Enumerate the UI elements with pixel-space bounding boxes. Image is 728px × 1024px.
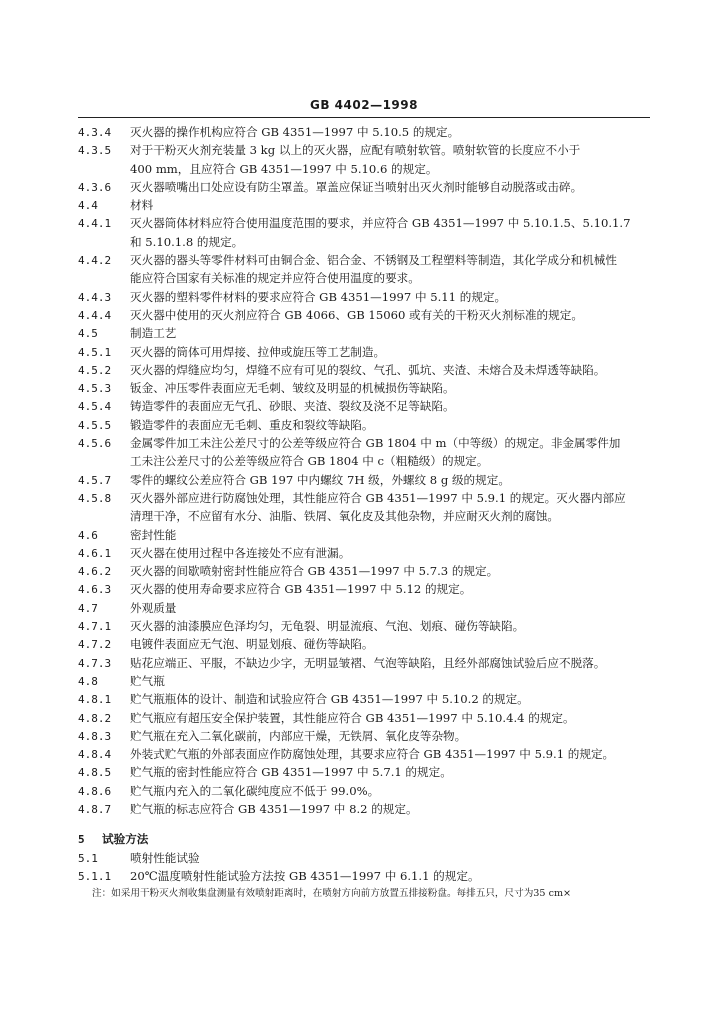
subsection-heading	[78, 849, 654, 867]
clause-line	[78, 709, 654, 727]
clause-number: 4.4.1	[78, 217, 112, 231]
clause-text: 外装式贮气瓶的外部表面应作防腐蚀处理，其要求应符合 GB 4351—1997 中 5.9.1 的规定。	[130, 747, 615, 762]
clause-line	[78, 361, 654, 379]
clause-text: 贮气瓶内充入的二氧化碳纯度应不低于 99.0%。	[130, 783, 380, 798]
clause-line	[78, 489, 654, 507]
clause-text: 喷射性能试验	[130, 850, 200, 865]
clause-number: 4.5.3	[78, 382, 112, 396]
clause-text: 金属零件加工未注公差尺寸的公差等级应符合 GB 1804 中 m（中等级）的规定。非金属零件加	[130, 436, 621, 451]
clause-list-5	[78, 849, 654, 886]
clause-number: 4.8.5	[78, 766, 112, 780]
clause-text: 灭火器的器头等零件材料可由铜合金、铝合金、不锈钢及工程塑料等制造，其化学成分和机械性	[130, 253, 617, 268]
clause-text: 对于干粉灭火剂充装量 3 kg 以上的灭火器，应配有喷射软管。喷射软管的长度应不小于	[130, 143, 581, 158]
clause-number: 4.8.2	[78, 711, 112, 725]
clause-line	[78, 635, 654, 653]
clause-line	[78, 580, 654, 598]
clause-line	[78, 562, 654, 580]
clause-text: 电镀件表面应无气泡、明显划痕、碰伤等缺陷。	[130, 637, 374, 652]
clause-number: 4.7.2	[78, 638, 112, 652]
clause-number: 4.8.6	[78, 784, 112, 798]
clause-text: 贮气瓶的标志应符合 GB 4351—1997 中 8.2 的规定。	[130, 801, 418, 816]
clause-line	[78, 452, 654, 470]
clause-number: 4.5.5	[78, 418, 112, 432]
clause-text: 灭火器的筒体可用焊接、拉伸或旋压等工艺制造。	[130, 344, 386, 359]
clause-line	[78, 782, 654, 800]
clause-number: 4.5.2	[78, 363, 112, 377]
clause-text: 和 5.10.1.8 的规定。	[130, 234, 244, 249]
clause-text: 贮气瓶	[130, 673, 165, 688]
clause-line	[78, 416, 654, 434]
clause-line	[78, 471, 654, 489]
clause-number: 4.5.4	[78, 400, 112, 414]
clause-number: 4.4	[78, 199, 98, 213]
clause-text: 零件的螺纹公差应符合 GB 197 中内螺纹 7H 级，外螺纹 8 g 级的规定。	[130, 472, 510, 487]
clause-number: 4.6.2	[78, 565, 112, 579]
section-heading	[78, 830, 654, 848]
header-rule	[78, 117, 650, 118]
clause-line	[78, 178, 654, 196]
clause-line	[78, 544, 654, 562]
clause-line	[78, 654, 654, 672]
clause-number: 4.6	[78, 528, 98, 542]
subsection-heading	[78, 196, 654, 214]
subsection-heading	[78, 672, 654, 690]
clause-text: 贮气瓶在充入二氧化碳前，内部应干燥，无铁屑、氧化皮等杂物。	[130, 728, 467, 743]
clause-line	[78, 343, 654, 361]
clause-line	[78, 727, 654, 745]
clause-text: 外观质量	[130, 600, 177, 615]
clause-line	[78, 306, 654, 324]
clause-line	[78, 397, 654, 415]
clause-line	[78, 867, 654, 885]
clause-number: 4.6.3	[78, 583, 112, 597]
clause-number: 4.8.1	[78, 693, 112, 707]
subsection-heading	[78, 526, 654, 544]
clause-line	[78, 233, 654, 251]
clause-text: 工未注公差尺寸的公差等级应符合 GB 1804 中 c（粗糙级）的规定。	[130, 454, 489, 469]
clause-number: 5.1.1	[78, 869, 112, 883]
clause-text: 灭火器中使用的灭火剂应符合 GB 4066、GB 15060 或有关的干粉灭火剂标准的规定。	[130, 307, 583, 322]
clause-line	[78, 690, 654, 708]
clause-line	[78, 745, 654, 763]
clause-text: 贮气瓶应有超压安全保护装置，其性能应符合 GB 4351—1997 中 5.10.4.4 的规定。	[130, 710, 575, 725]
page-header: GB 4402—1998	[310, 98, 418, 112]
clause-number: 4.5.7	[78, 473, 112, 487]
clause-text: 400 mm，且应符合 GB 4351—1997 中 5.10.6 的规定。	[130, 161, 438, 176]
clause-number: 4.5.8	[78, 491, 112, 505]
clause-number: 4.8.4	[78, 748, 112, 762]
clause-text: 灭火器的塑料零件材料的要求应符合 GB 4351—1997 中 5.11 的规定。	[130, 289, 507, 304]
clause-text: 灭火器的油漆膜应色泽均匀，无龟裂、明显流痕、气泡、划痕、碰伤等缺陷。	[130, 619, 525, 634]
clause-text: 灭火器的焊缝应均匀，焊缝不应有可见的裂纹、气孔、弧坑、夹渣、未熔合及未焊透等缺陷。	[130, 362, 606, 377]
clause-text: 灭火器喷嘴出口处应设有防尘罩盖。罩盖应保证当喷射出灭火剂时能够自动脱落或击碎。	[130, 179, 583, 194]
clause-line	[78, 288, 654, 306]
clause-number: 4.4.2	[78, 254, 112, 268]
clause-line	[78, 123, 654, 141]
clause-text: 钣金、冲压零件表面应无毛刺、皱纹及明显的机械损伤等缺陷。	[130, 381, 455, 396]
clause-text: 灭火器的操作机构应符合 GB 4351—1997 中 5.10.5 的规定。	[130, 125, 460, 139]
clause-number: 4.8.3	[78, 729, 112, 743]
section-title: 试验方法	[102, 832, 149, 847]
clause-line	[78, 507, 654, 525]
clause-line	[78, 763, 654, 781]
section-number: 5	[78, 833, 85, 847]
clause-text: 灭火器的间歇喷射密封性能应符合 GB 4351—1997 中 5.7.3 的规定。	[130, 564, 499, 579]
clause-text: 密封性能	[130, 527, 177, 542]
clause-text: 贮气瓶瓶体的设计、制造和试验应符合 GB 4351—1997 中 5.10.2 的规定。	[130, 692, 529, 707]
clause-text: 铸造零件的表面应无气孔、砂眼、夹渣、裂纹及浇不足等缺陷。	[130, 399, 455, 414]
note-line: 注：如采用干粉灭火剂收集盘测量有效喷射距离时，在喷射方向前方放置五排接粉盘。每排五只，尺寸为35 cm×	[92, 888, 572, 900]
clause-number: 4.8	[78, 674, 98, 688]
clause-number: 4.4.4	[78, 308, 112, 322]
clause-text: 贮气瓶的密封性能应符合 GB 4351—1997 中 5.7.1 的规定。	[130, 765, 452, 780]
document-body	[78, 123, 654, 903]
clause-line	[78, 141, 654, 159]
clause-line	[78, 617, 654, 635]
clause-text: 20℃温度喷射性能试验方法按 GB 4351—1997 中 6.1.1 的规定。	[130, 868, 480, 883]
clause-number: 4.5.1	[78, 345, 112, 359]
clause-text: 灭火器筒体材料应符合使用温度范围的要求，并应符合 GB 4351—1997 中 5.10.1.5、5.10.1.7	[130, 216, 631, 231]
clause-number: 4.7.1	[78, 620, 112, 634]
clause-line	[78, 214, 654, 232]
clause-line	[78, 160, 654, 178]
clause-number: 4.5	[78, 327, 98, 341]
clause-text: 锻造零件的表面应无毛刺、重皮和裂纹等缺陷。	[130, 417, 374, 432]
clause-number: 4.7.3	[78, 656, 112, 670]
clause-number: 4.3.6	[78, 180, 112, 194]
subsection-heading	[78, 324, 654, 342]
clause-line	[78, 800, 654, 818]
clause-number: 4.3.5	[78, 144, 112, 158]
clause-text: 灭火器的使用寿命要求应符合 GB 4351—1997 中 5.12 的规定。	[130, 582, 472, 597]
clause-list	[78, 123, 654, 818]
clause-text: 材料	[130, 198, 154, 213]
clause-text: 贴花应端正、平服，不缺边少字，无明显皱褶、气泡等缺陷，且经外部腐蚀试验后应不脱落。	[130, 655, 606, 670]
clause-text: 灭火器外部应进行防腐蚀处理，其性能应符合 GB 4351—1997 中 5.9.1 的规定。灭火器内部应	[130, 490, 626, 505]
clause-line	[78, 251, 654, 269]
clause-text: 制造工艺	[130, 326, 177, 341]
clause-number: 4.5.6	[78, 437, 112, 451]
clause-number: 4.8.7	[78, 802, 112, 816]
clause-number: 4.4.3	[78, 290, 112, 304]
clause-number: 4.6.1	[78, 546, 112, 560]
clause-line	[78, 434, 654, 452]
clause-line	[78, 379, 654, 397]
clause-line	[78, 269, 654, 287]
clause-number: 4.7	[78, 601, 98, 615]
clause-number: 5.1	[78, 851, 98, 865]
clause-text: 灭火器在使用过程中各连接处不应有泄漏。	[130, 545, 351, 560]
section-gap	[78, 818, 654, 830]
clause-text: 能应符合国家有关标准的规定并应符合使用温度的要求。	[130, 271, 420, 286]
clause-number: 4.3.4	[78, 126, 112, 139]
clause-text: 清理干净，不应留有水分、油脂、铁屑、氧化皮及其他杂物，并应耐灭火剂的腐蚀。	[130, 509, 559, 524]
subsection-heading	[78, 599, 654, 617]
